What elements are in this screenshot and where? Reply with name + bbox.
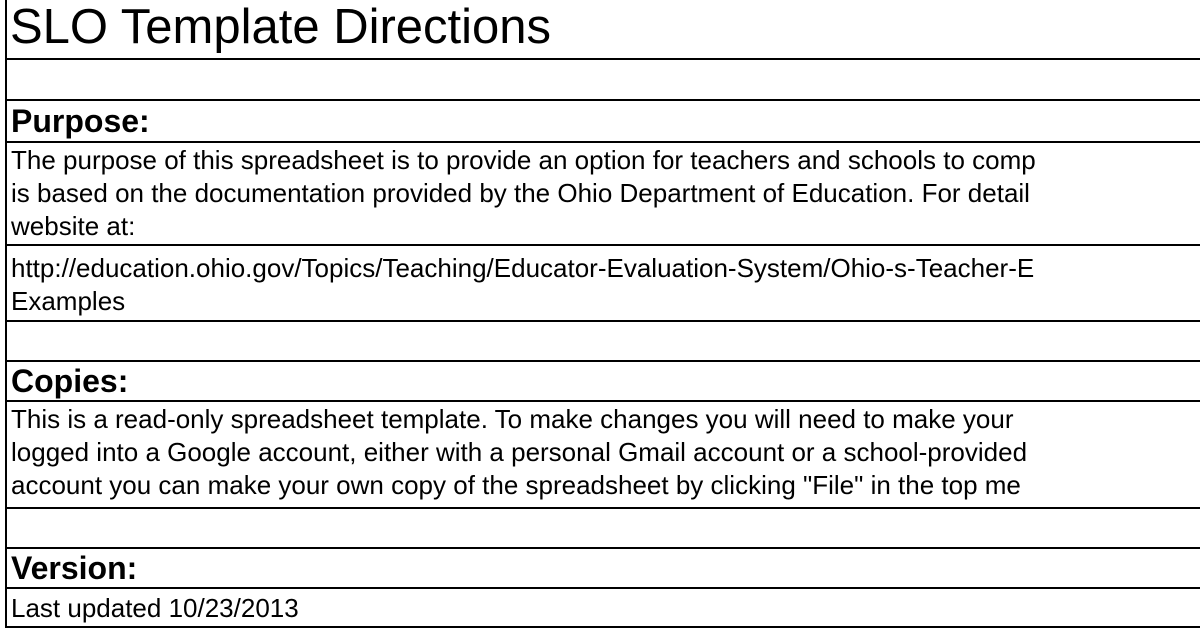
blank-row[interactable] <box>5 507 1200 547</box>
title-cell[interactable] <box>5 0 1200 58</box>
purpose-line: The purpose of this spreadsheet is to provide an option for teachers and schools to comp <box>11 145 1036 175</box>
grid-bottom-border <box>5 626 1200 628</box>
copies-line: account you can make your own copy of the spreadsheet by clicking "File" in the top me <box>11 470 1021 500</box>
purpose-line: is based on the documentation provided by the Ohio Department of Education. For detail <box>11 178 1030 208</box>
version-heading: Version: <box>11 550 138 586</box>
page-title: SLO Template Directions <box>10 0 552 54</box>
version-body-cell[interactable] <box>5 587 1200 627</box>
version-heading-cell[interactable] <box>5 547 1200 587</box>
copies-heading: Copies: <box>11 363 129 399</box>
copies-heading-cell[interactable] <box>5 360 1200 400</box>
purpose-line: website at: <box>11 211 136 241</box>
purpose-heading-cell[interactable] <box>5 99 1200 141</box>
copies-body-cell[interactable] <box>5 400 1200 507</box>
purpose-link-line: http://education.ohio.gov/Topics/Teaching/Educator-Evaluation-System/Ohio-s-Teacher-E <box>11 253 1035 283</box>
purpose-body-cell[interactable] <box>5 141 1200 244</box>
copies-line: logged into a Google account, either with a personal Gmail account or a school-provided <box>11 437 1028 467</box>
purpose-heading: Purpose: <box>11 103 150 139</box>
version-text: Last updated 10/23/2013 <box>11 593 299 623</box>
copies-line: This is a read-only spreadsheet template. To make changes you will need to make your <box>11 404 1014 434</box>
purpose-link-line: Examples <box>11 286 126 316</box>
blank-row[interactable] <box>5 58 1200 99</box>
purpose-link-cell[interactable] <box>5 244 1200 320</box>
blank-row[interactable] <box>5 320 1200 360</box>
